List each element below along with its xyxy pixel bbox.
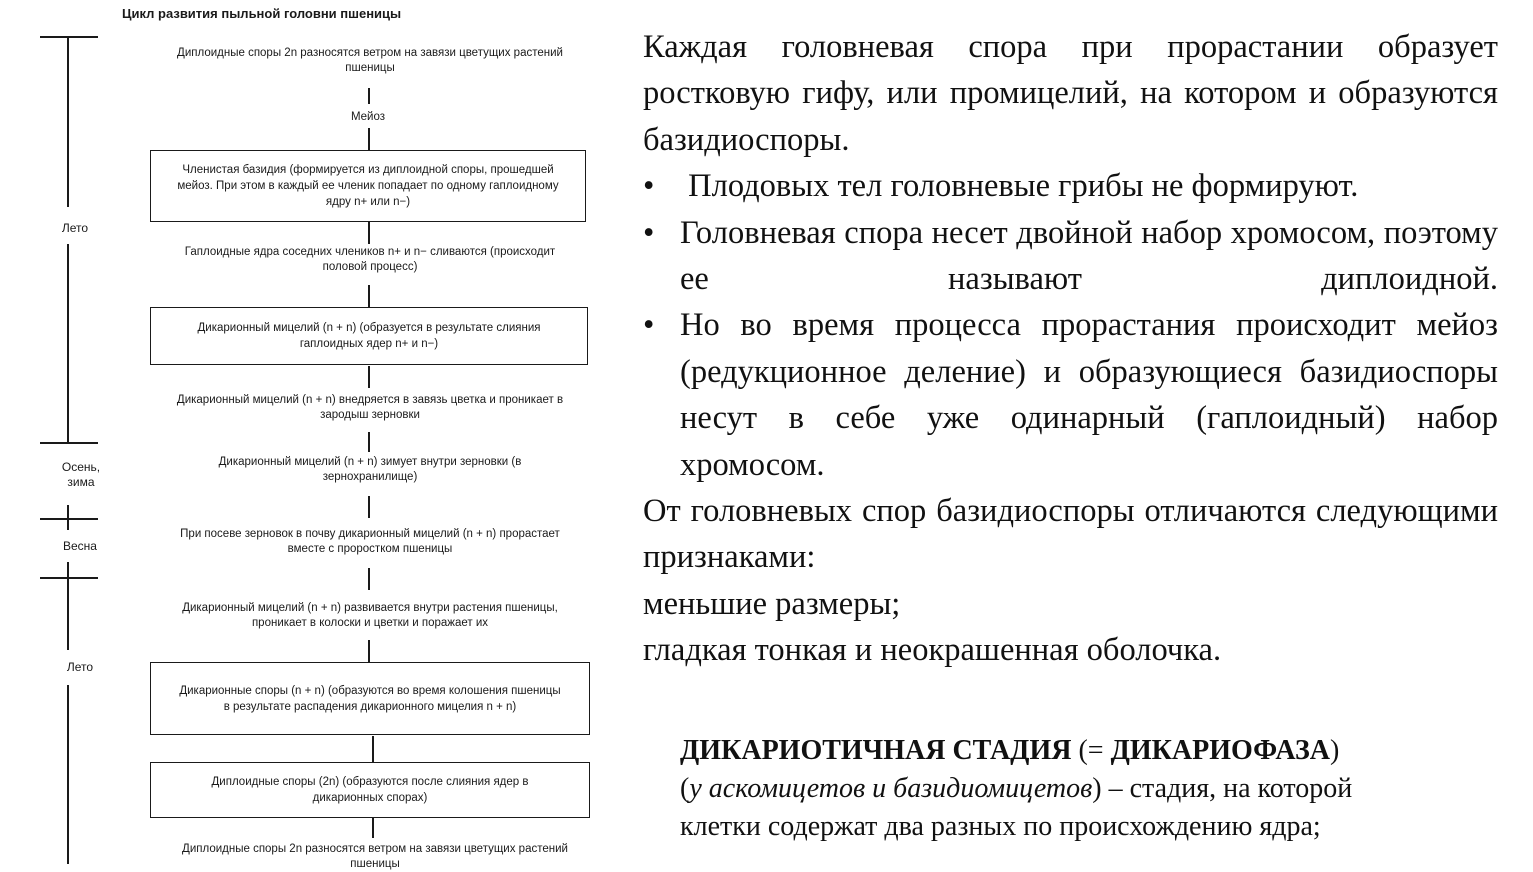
connector-line [368, 128, 370, 150]
season-label-spring: Весна [63, 539, 97, 553]
step-meiosis: Мейоз [350, 111, 386, 123]
paragraph-feature-size: меньшие размеры; [643, 585, 901, 622]
timeline-tick [40, 518, 98, 520]
definition-rest: ) – стадия, на которой [1092, 773, 1353, 804]
diagram-title: Цикл развития пыльной головни пшеницы [122, 6, 402, 21]
connector-line [368, 496, 370, 518]
definition-term: ДИКАРИОТИЧНАЯ СТАДИЯ [680, 735, 1072, 766]
bullet-text: Головневая спора несет двойной набор хромосом, поэтому ее называют диплоидной. [680, 214, 1498, 298]
connector-line [372, 818, 374, 838]
bullet-text: Но во время процесса прорастания происходит мейоз (редукционное деление) и образующиеся базидиоспоры несут в себе уже одинарный (гаплоидный) набор хромосом. [680, 307, 1498, 483]
step-spore-dispersal-repeat: Диплоидные споры 2n разносятся ветром на завязи цветущих растений пшеницы [182, 843, 568, 870]
definition-groups: у аскомицетов и базидиомицетов [689, 773, 1093, 804]
step-mycelium-overwinters: Дикарионный мицелий (n + n) зимует внутри зерновки (в зернохранилище) [218, 456, 522, 483]
definition-line-3: клетки содержат два разных по происхождению ядра; [680, 811, 1321, 842]
bullet-item [643, 163, 1498, 209]
connector-line [368, 285, 370, 307]
bullet-marker: • [643, 307, 655, 344]
bullet-marker: • [643, 168, 655, 205]
bullet-marker: • [643, 214, 655, 251]
connector-line [368, 366, 370, 388]
box-dikaryotic-spores: Дикарионные споры (n + n) (образуются во время колошения пшеницы в результате распадения дикарионного мицелия n + n) [150, 662, 590, 735]
box-basidium: Членистая базидия (формируется из диплоидной споры, прошедшей мейоз. При этом в каждый ее членик попадает по одному гаплоидному ядру n+ или n−) [150, 150, 586, 222]
connector-line [368, 222, 370, 244]
connector-line [368, 640, 370, 662]
step-mycelium-infects-flower: Дикарионный мицелий (n + n) внедряется в завязь цветка и проникает в зародыш зерновки [176, 394, 564, 421]
step-spore-dispersal: Диплоидные споры 2n разносятся ветром на завязи цветущих растений пшеницы [177, 47, 563, 74]
step-sowing: При посеве зерновок в почву дикарионный мицелий (n + n) прорастает вместе с проростком пшеницы [180, 528, 560, 555]
definition-term-alt: ДИКАРИОФАЗА [1110, 735, 1330, 766]
timeline-tick [40, 577, 98, 579]
timeline-segment [67, 37, 69, 207]
paragraph-feature-wall: гладкая тонкая и неокрашенная оболочка. [643, 632, 1222, 669]
step-mycelium-develops: Дикарионный мицелий (n + n) развивается внутри растения пшеницы, проникает в колоски и цветки и поражает их [182, 602, 558, 629]
paragraph-differences: От головневых спор базидиоспоры отличаются следующими признаками: [643, 493, 1498, 576]
definition-line-1 [680, 732, 1480, 770]
season-label-summer: Лето [61, 221, 89, 235]
bullet-item [643, 210, 1498, 303]
connector-line [368, 568, 370, 590]
bullet-item [643, 302, 1498, 488]
definition-paren-open: ( [680, 773, 690, 804]
definition-term-close: ) [1329, 735, 1340, 766]
definition-line-2 [680, 770, 1480, 808]
connector-line [372, 736, 374, 762]
life-cycle-diagram [0, 0, 620, 870]
step-nuclei-fusion: Гаплоидные ядра соседних члеников n+ и n− сливаются (происходит половой процесс) [184, 246, 556, 273]
timeline-segment [67, 244, 69, 444]
connector-line [368, 88, 370, 104]
season-label-summer-2: Лето [66, 660, 94, 674]
season-label-autumn-winter: Осень, зима [61, 460, 101, 489]
paragraph-intro: Каждая головневая спора при прорастании образует ростковую гифу, или промицелий, на котором и образуются базидиоспоры. [643, 29, 1498, 158]
timeline-tick [40, 36, 98, 38]
definition-term-paren: (= [1071, 735, 1111, 766]
box-diploid-spores: Диплоидные споры (2n) (образуются после слияния ядер в дикарионных спорах) [150, 762, 590, 818]
timeline-segment [67, 685, 69, 864]
box-dikaryotic-mycelium: Дикарионный мицелий (n + n) (образуется в результате слияния гаплоидных ядер n+ и n−) [150, 307, 588, 365]
description-text [643, 24, 1498, 674]
bullet-text: Плодовых тел головневые грибы не формируют. [680, 168, 1359, 205]
timeline-segment [67, 578, 69, 650]
timeline-tick [40, 442, 98, 444]
connector-line [368, 432, 370, 452]
definition-block [680, 732, 1480, 846]
